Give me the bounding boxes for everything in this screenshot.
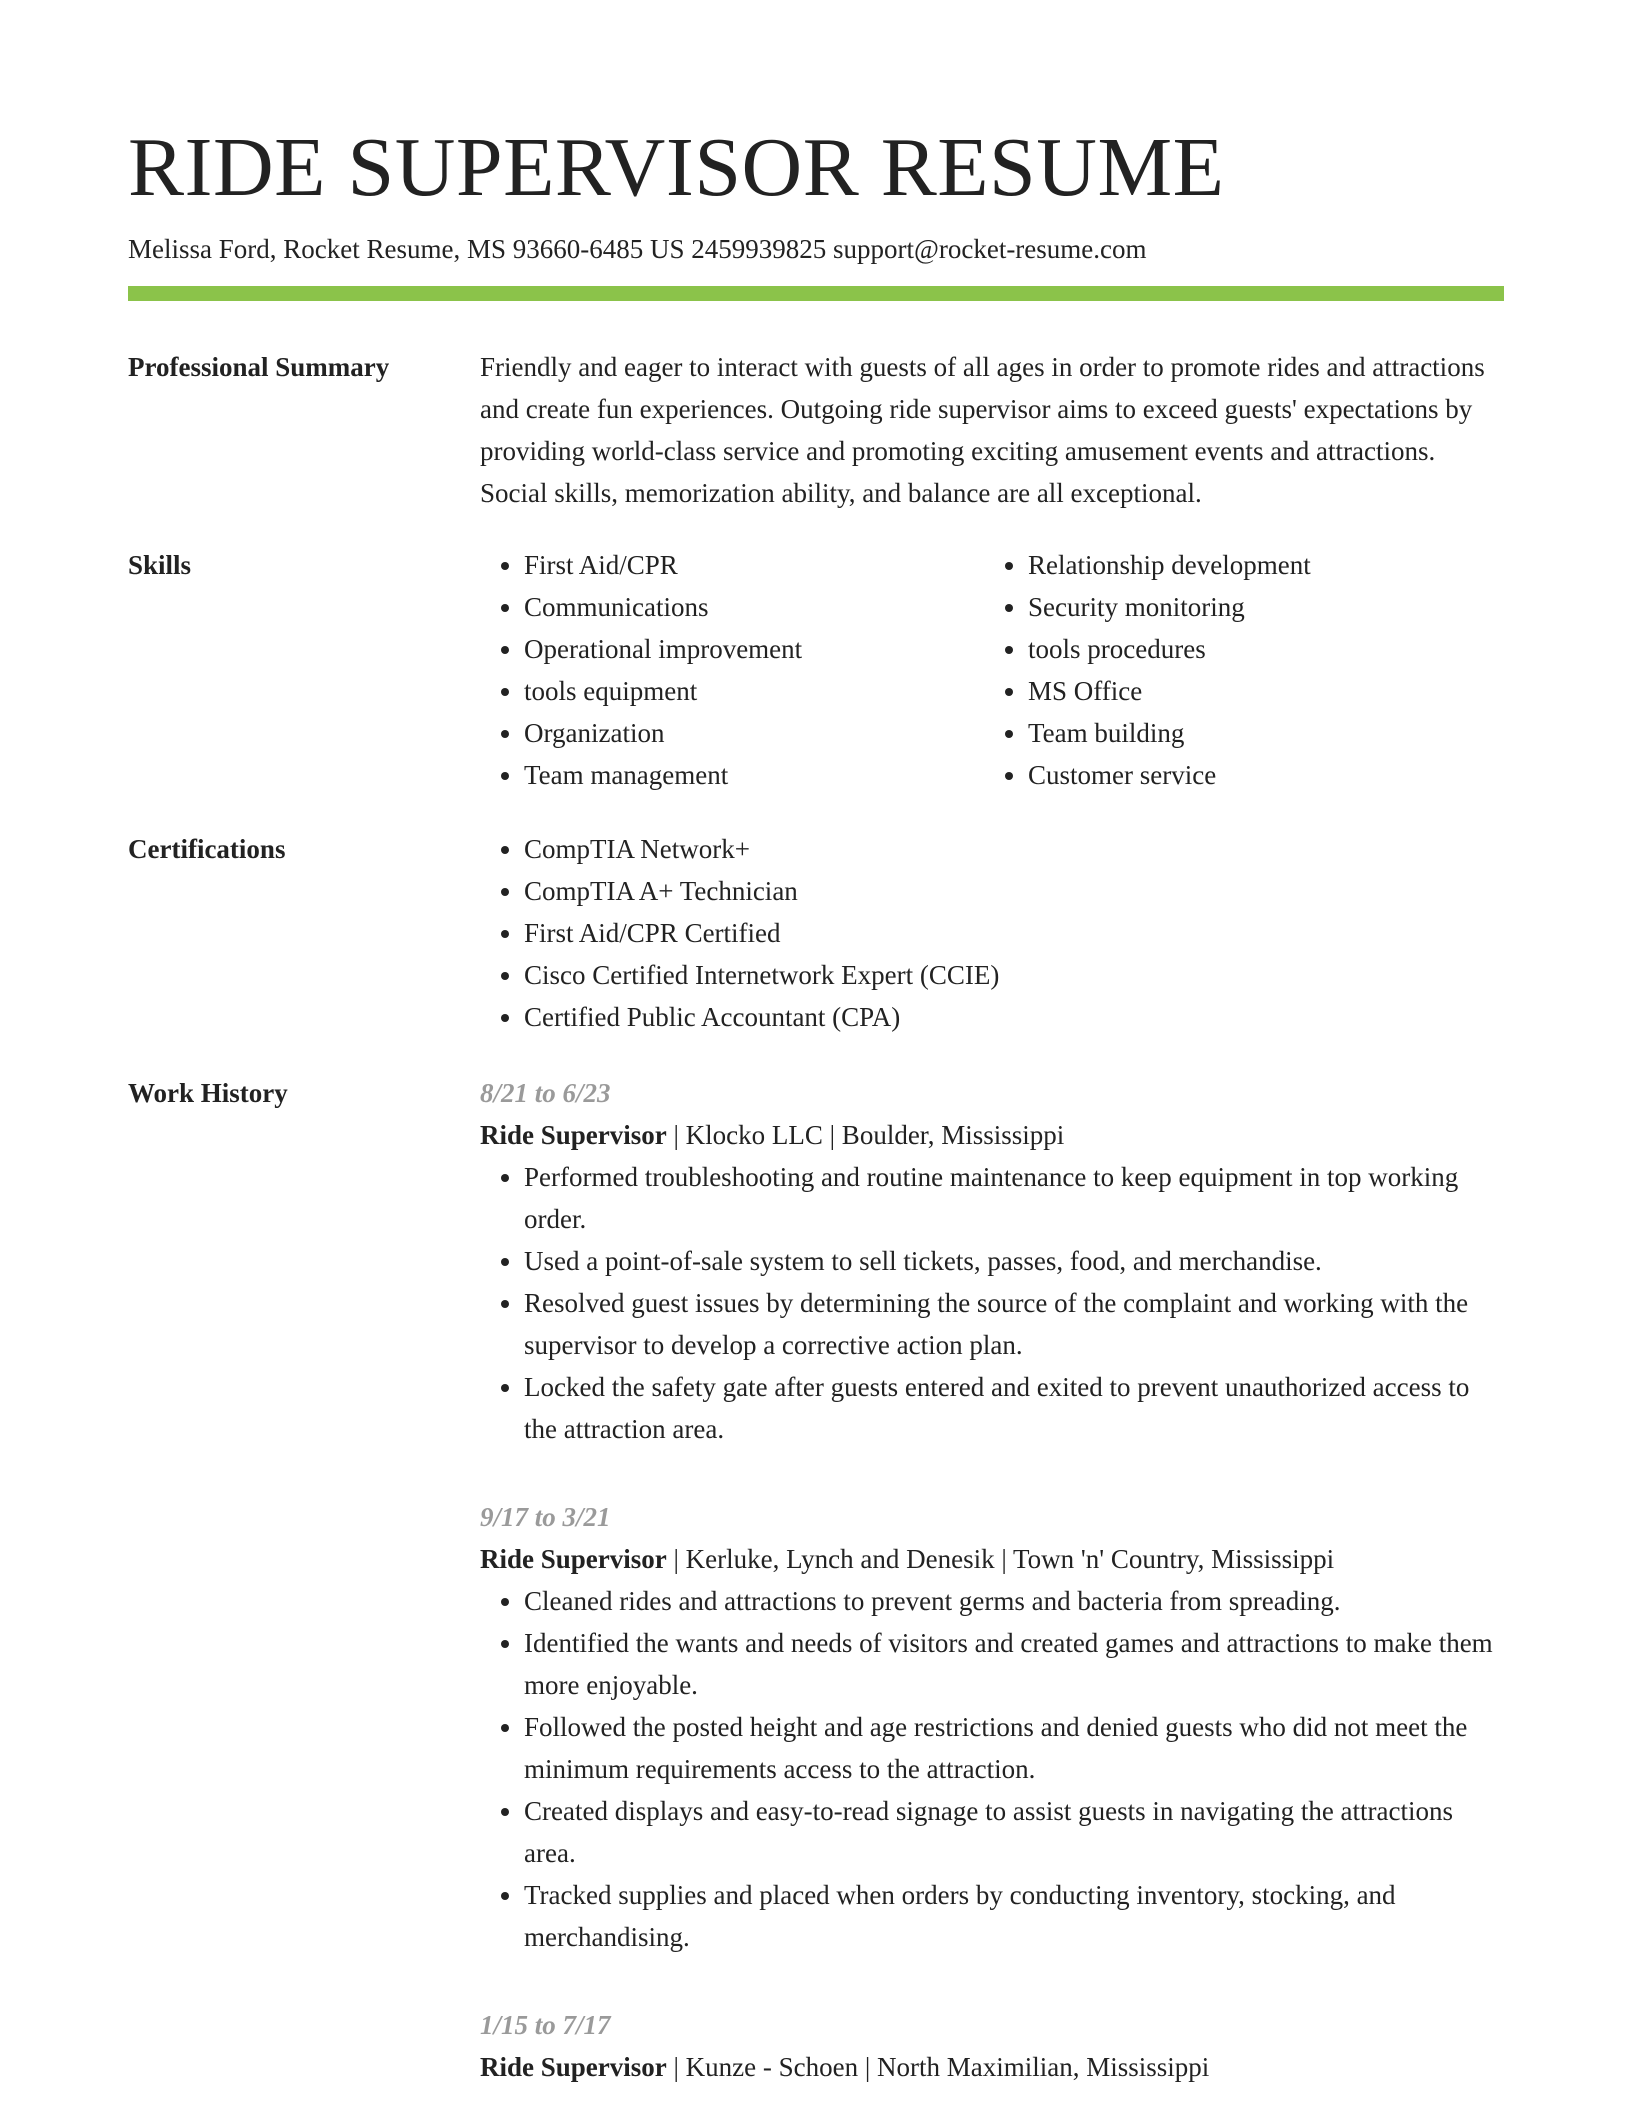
section-label-skills: Skills: [128, 550, 192, 580]
certifications-list: [480, 828, 1504, 1038]
skills-list-right: [984, 544, 1548, 796]
list-item: • Certified Public Accountant (CPA): [524, 996, 1504, 1038]
summary-text: Friendly and eager to interact with guests of all ages in order to promote rides and attractions and create fun experiences. Outgoing ride supervisor aims to exceed guests' expectations by providing world-class service and promoting exciting amusement events and attractions. Social skills, memorization ability, and balance are all exceptional.: [480, 352, 1485, 508]
list-item: • Operational improvement: [524, 628, 1024, 670]
job-dates: 8/21 to 6/23: [480, 1078, 611, 1108]
list-item: • Resolved guest issues by determining the source of the complaint and working with the supervisor to develop a corrective action plan.: [524, 1282, 1504, 1366]
job-title: Ride Supervisor: [480, 1544, 667, 1574]
contact-line: Melissa Ford, Rocket Resume, MS 93660-6485 US 2459939825 support@rocket-resume.com: [128, 234, 1147, 264]
list-item: • tools equipment: [524, 670, 1024, 712]
list-item: • Performed troubleshooting and routine maintenance to keep equipment in top working order.: [524, 1156, 1504, 1240]
job-entry: [480, 2004, 1504, 2088]
job-bullets: [480, 1580, 1504, 1958]
list-item: • Security monitoring: [1028, 586, 1548, 628]
list-item: • MS Office: [1028, 670, 1548, 712]
list-item: • Organization: [524, 712, 1024, 754]
list-item: • First Aid/CPR Certified: [524, 912, 1504, 954]
section-label-summary: Professional Summary: [128, 352, 390, 382]
job-entry: [480, 1072, 1504, 1450]
list-item: • Used a point-of-sale system to sell tickets, passes, food, and merchandise.: [524, 1240, 1504, 1282]
list-item: • Cisco Certified Internetwork Expert (CCIE): [524, 954, 1504, 996]
skills-list-left: [480, 544, 1024, 796]
job-dates: 9/17 to 3/21: [480, 1502, 611, 1532]
summary-body: [480, 346, 1504, 514]
list-item: • Communications: [524, 586, 1024, 628]
certifications-body: [480, 828, 1504, 1038]
list-item: • Relationship development: [1028, 544, 1548, 586]
job-details: | Klocko LLC | Boulder, Mississippi: [666, 1120, 1065, 1150]
list-item: • Created displays and easy-to-read signage to assist guests in navigating the attractions area.: [524, 1790, 1504, 1874]
list-item: • Identified the wants and needs of visitors and created games and attractions to make them more enjoyable.: [524, 1622, 1504, 1706]
job-details: | Kerluke, Lynch and Denesik | Town 'n' Country, Mississippi: [666, 1544, 1335, 1574]
skills-body: [480, 544, 1504, 796]
list-item: • Tracked supplies and placed when orders by conducting inventory, stocking, and merchandising.: [524, 1874, 1504, 1958]
job-heading: [480, 2046, 1504, 2088]
job-title: Ride Supervisor: [480, 2052, 667, 2082]
list-item: • Team building: [1028, 712, 1548, 754]
section-label-work-history: Work History: [128, 1078, 288, 1108]
list-item: • CompTIA A+ Technician: [524, 870, 1504, 912]
job-heading: [480, 1538, 1504, 1580]
list-item: • Cleaned rides and attractions to prevent germs and bacteria from spreading.: [524, 1580, 1504, 1622]
list-item: • tools procedures: [1028, 628, 1548, 670]
list-item: • Team management: [524, 754, 1024, 796]
list-item: • Locked the safety gate after guests entered and exited to prevent unauthorized access to the attraction area.: [524, 1366, 1504, 1450]
job-details: | Kunze - Schoen | North Maximilian, Mississippi: [666, 2052, 1210, 2082]
job-heading: [480, 1114, 1504, 1156]
job-entry: [480, 1496, 1504, 1958]
job-title: Ride Supervisor: [480, 1120, 667, 1150]
list-item: • First Aid/CPR: [524, 544, 1024, 586]
header-divider: [128, 286, 1504, 301]
section-label-certifications: Certifications: [128, 834, 286, 864]
list-item: • Followed the posted height and age restrictions and denied guests who did not meet the minimum requirements access to the attraction.: [524, 1706, 1504, 1790]
list-item: • CompTIA Network+: [524, 828, 1504, 870]
job-bullets: [480, 1156, 1504, 1450]
resume-title: RIDE SUPERVISOR RESUME: [128, 121, 1225, 214]
list-item: • Customer service: [1028, 754, 1548, 796]
job-dates: 1/15 to 7/17: [480, 2010, 611, 2040]
